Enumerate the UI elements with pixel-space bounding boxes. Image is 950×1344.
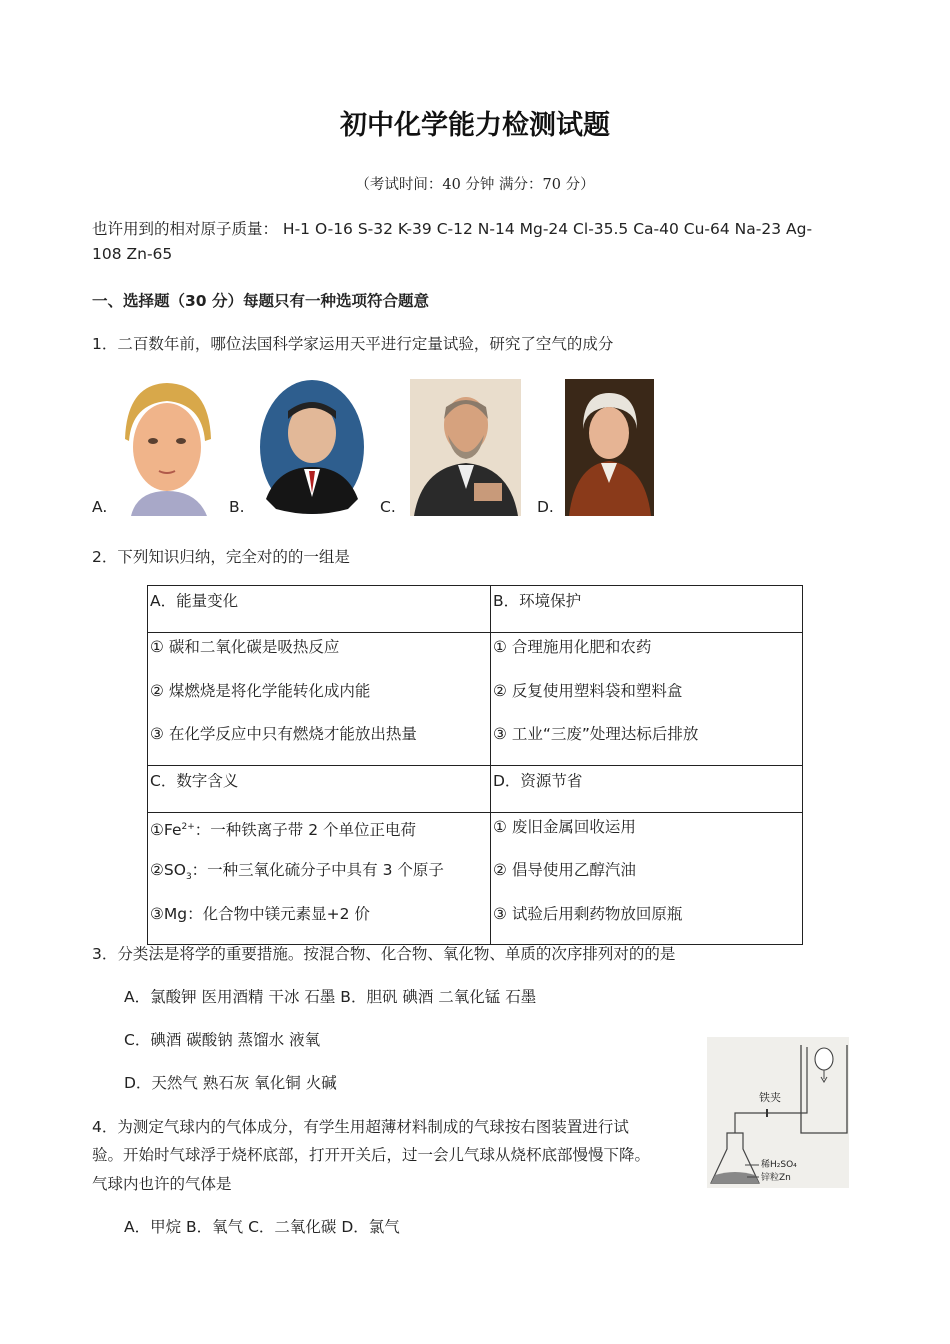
acid-label: 稀H₂SO₄ bbox=[761, 1160, 797, 1170]
c-item-1-pre: ①Fe bbox=[150, 820, 182, 839]
cell-a-items bbox=[148, 633, 491, 766]
d-item-1: ① 废旧金属回收运用 bbox=[493, 817, 636, 836]
charge-superscript: 2+ bbox=[181, 821, 195, 832]
cell-d-items bbox=[491, 812, 803, 945]
portrait-b-image bbox=[258, 379, 366, 516]
question-2-stem: 2．下列知识归纳，完全对的的一组是 bbox=[92, 548, 350, 566]
option-c-label: C. bbox=[380, 498, 396, 516]
portrait-d-image bbox=[565, 379, 654, 516]
atomic-masses-line1: 也许用到的相对原子质量： H-1 O-16 S-32 K-39 C-12 N-14 Mg-24 Cl-35.5 Ca-40 Cu-64 Na-23 Ag- bbox=[92, 220, 813, 238]
c-item-2-post: ：一种三氧化硫分子中具有 3 个原子 bbox=[191, 861, 444, 879]
b-item-1: ① 合理施用化肥和农药 bbox=[493, 638, 652, 656]
option-d-label: D. bbox=[537, 498, 554, 516]
c-item-2 bbox=[150, 857, 488, 901]
cell-c-items bbox=[148, 812, 491, 945]
portrait-a-image bbox=[117, 379, 217, 516]
question-3-options-ab: A．氯酸钾 医用酒精 干冰 石墨 B．胆矾 碘酒 二氧化锰 石墨 bbox=[124, 988, 537, 1006]
cell-b-heading: B．环境保护 bbox=[491, 586, 803, 633]
question-4-line3: 气球内也许的气体是 bbox=[92, 1175, 232, 1193]
d-item-3: ③ 试验后用剩药物放回原瓶 bbox=[493, 904, 683, 923]
c-item-3: ③Mg：化合物中镁元素显+2 价 bbox=[150, 904, 370, 923]
cell-b-items bbox=[491, 633, 803, 766]
question-4-line1: 4．为测定气球内的气体成分，有学生用超薄材料制成的气球按右图装置进行试 bbox=[92, 1118, 629, 1136]
atomic-masses-line2: 108 Zn-65 bbox=[92, 245, 173, 263]
knowledge-table bbox=[147, 585, 803, 945]
a-item-3: ③ 在化学反应中只有燃烧才能放出热量 bbox=[150, 725, 417, 743]
question-4-options: A．甲烷 B．氧气 C．二氧化碳 D．氯气 bbox=[124, 1218, 400, 1236]
c-item-2-pre: ②SO bbox=[150, 861, 186, 879]
portrait-c-image bbox=[410, 379, 521, 516]
a-item-1: ① 碳和二氧化碳是吸热反应 bbox=[150, 638, 340, 656]
apparatus-figure bbox=[707, 1037, 849, 1188]
d-item-2: ② 倡导使用乙醇汽油 bbox=[493, 861, 636, 879]
question-3-option-c: C．碘酒 碳酸钠 蒸馏水 液氧 bbox=[124, 1031, 321, 1049]
zinc-label: 锌粒Zn bbox=[761, 1173, 791, 1183]
b-item-2: ② 反复使用塑料袋和塑料盒 bbox=[493, 681, 683, 700]
section-heading: 一、选择题（30 分）每题只有一种选项符合题意 bbox=[92, 292, 429, 310]
question-3-option-d: D．天然气 熟石灰 氧化铜 火碱 bbox=[124, 1074, 337, 1092]
cell-a-heading: A．能量变化 bbox=[148, 586, 491, 633]
page-title: 初中化学能力检测试题 bbox=[340, 110, 610, 141]
question-3-stem: 3．分类法是将学的重要措施。按混合物、化合物、氧化物、单质的次序排列对的的是 bbox=[92, 945, 676, 963]
atom-subscript: 3 bbox=[185, 872, 192, 883]
question-4-line2: 验。开始时气球浮于烧杯底部，打开开关后，过一会儿气球从烧杯底部慢慢下降。 bbox=[92, 1146, 651, 1164]
cell-d-heading: D．资源节省 bbox=[491, 765, 803, 812]
c-item-1 bbox=[150, 813, 488, 858]
cell-c-heading: C．数字含义 bbox=[148, 765, 491, 812]
question-1-stem: 1．二百数年前，哪位法国科学家运用天平进行定量试验，研究了空气的成分 bbox=[92, 335, 614, 353]
b-item-3: ③ 工业“三废”处理达标后排放 bbox=[493, 725, 699, 743]
clamp-label: 铁夹 bbox=[759, 1091, 781, 1104]
a-item-2: ② 煤燃烧是将化学能转化成内能 bbox=[150, 681, 371, 700]
exam-info: （考试时间：40 分钟 满分：70 分） bbox=[355, 177, 595, 193]
option-a-label: A. bbox=[92, 498, 108, 516]
option-b-label: B. bbox=[229, 498, 245, 516]
c-item-1-post: ：一种铁离子带 2 个单位正电荷 bbox=[194, 820, 416, 839]
